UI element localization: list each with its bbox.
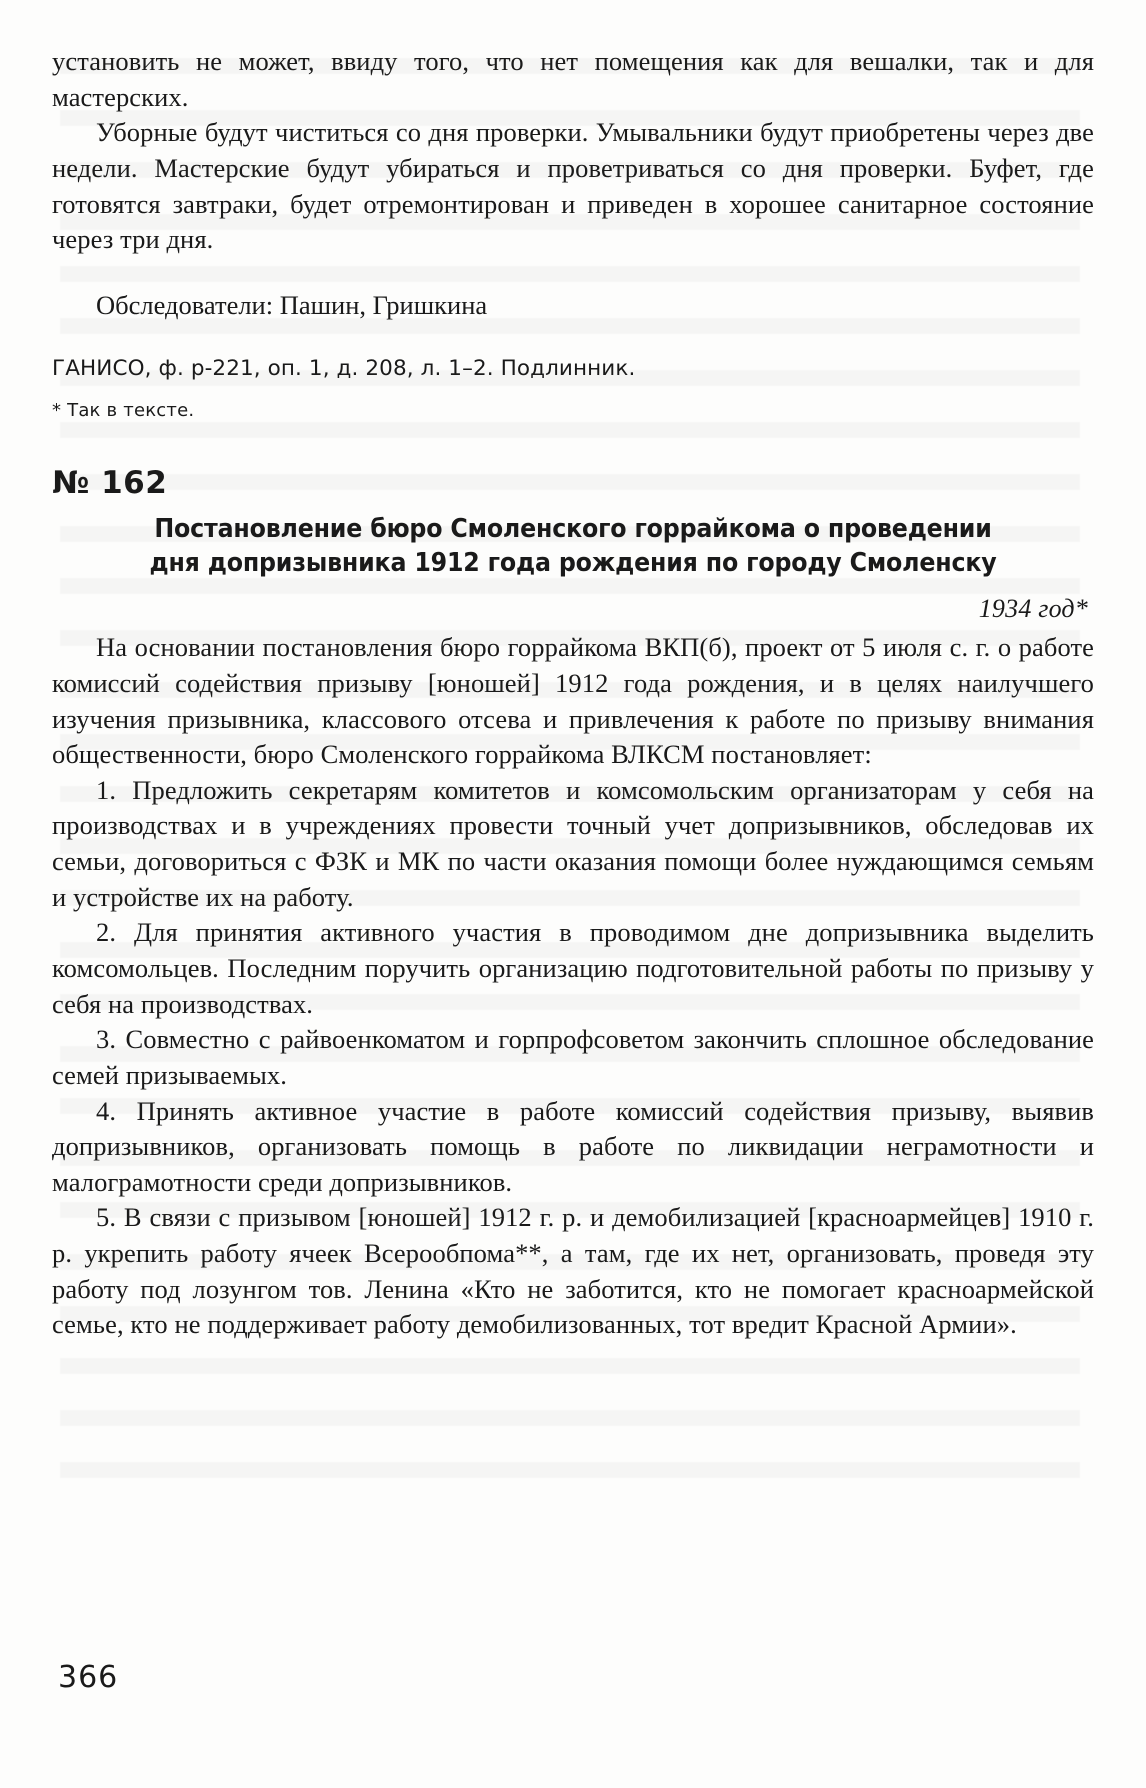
entry-number: № 162 (52, 464, 168, 501)
archive-reference: ГАНИСО, ф. р-221, оп. 1, д. 208, л. 1–2. Подлинник. (52, 355, 636, 381)
spacer (52, 423, 1094, 465)
entry-title-line-2: дня допризывника 1912 года рождения по городу Смоленску (149, 547, 997, 578)
spacer (52, 324, 1094, 354)
spacer (52, 580, 1094, 594)
page-number: 366 (58, 1660, 119, 1695)
footnote-text: * Так в тексте. (52, 399, 195, 421)
entry-title-line-1: Постановление бюро Смоленского горрайкома о проведении (154, 513, 992, 544)
entry-paragraph-1: 1. Предложить секретарям комитетов и комсомольским организаторам у себя на производствах и в учреждениях провести точный учет допризывников, обследовав их семьи, договориться с ФЗК и МК по части оказания помощи более нуждающимся семьям и устройстве их на работу. (52, 774, 1094, 912)
entry-paragraph-2: 2. Для принятия активного участия в проводимом дне допризывника выделить комсомольцев. Последним поручить организацию подготовительной работы по призыву у себя на производствах. (52, 917, 1094, 1019)
paragraph-continuation: установить не может, ввиду того, что нет помещения как для вешалки, так и для мастерских. (52, 46, 1094, 112)
entry-paragraph-preamble: На основании постановления бюро горрайкома ВКП(б), проект от 5 июля с. г. о работе комиссий содействия призыву [юношей] 1912 года рождения, и в целях наилучшего изучения призывника, классового отсева и привлечения к работе по призыву внимания общественности, бюро Смоленского горрайкома ВЛКСМ постановляет: (52, 632, 1094, 770)
investigators-line: Обследователи: Пашин, Гришкина (96, 289, 488, 320)
entry-date: 1934 год* (978, 594, 1088, 624)
spacer (52, 501, 1094, 513)
paragraph-sanitary-measures: Уборные будут чиститься со дня проверки. Умывальники будут приобретены через две недели. Мастерские будут убираться и проветриваться со дня проверки. Буфет, где готовятся завтраки, будет отремонтирован и приведен в хорошее санитарное состояние через три дня. (52, 117, 1094, 255)
entry-paragraph-5: 5. В связи с призывом [юношей] 1912 г. р. и демобилизацией [красноармейцев] 1910 г. р. укрепить работу ячеек Всерообпома**, а там, где их нет, организовать, проведя эту работу под лозунгом тов. Ленина «Кто не заботится, кто не помогает красноармейской семье, кто не поддерживает работу демобилизованных, тот вредит Красной Армии». (52, 1202, 1094, 1340)
spacer (52, 383, 1094, 399)
entry-paragraph-4: 4. Принять активное участие в работе комиссий содействия призыву, выявив допризывников, организовать помощь в работе по ликвидации неграмотности и малограмотности среди допризывников. (52, 1095, 1094, 1197)
page-content (52, 44, 1094, 1343)
entry-paragraph-3: 3. Совместно с райвоенкоматом и горпрофсоветом закончить сплошное обследование семей призываемых. (52, 1024, 1094, 1090)
spacer (52, 258, 1094, 288)
